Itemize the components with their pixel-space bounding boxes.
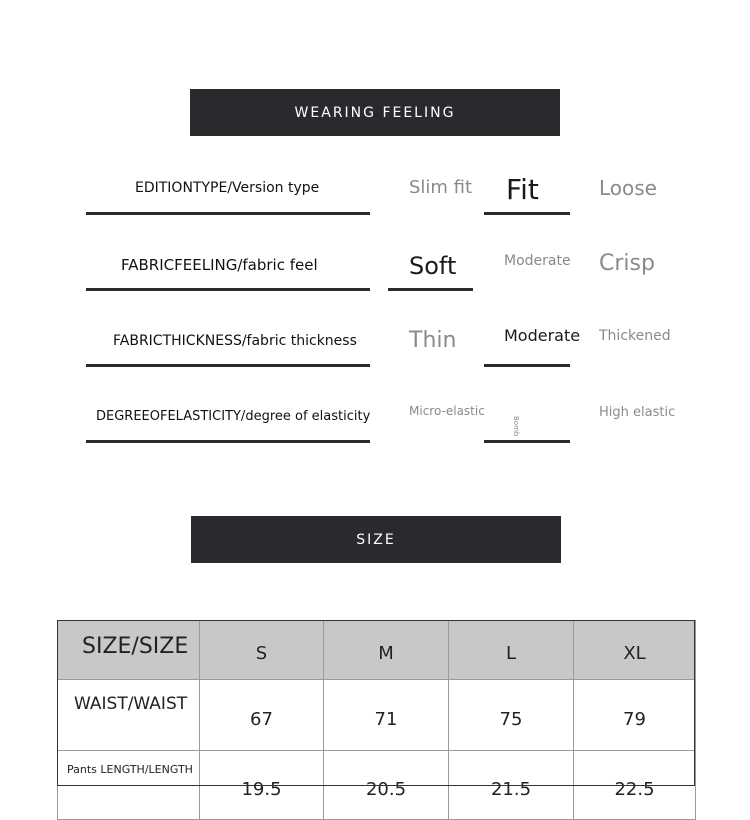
length-s: 19.5 — [200, 751, 324, 820]
size-title: SIZE — [356, 531, 396, 548]
soft-selection-underline — [388, 288, 473, 291]
elasticity-label-underline — [86, 440, 370, 443]
length-l: 21.5 — [449, 751, 574, 820]
table-row — [58, 680, 696, 751]
bomb-selection-underline — [484, 440, 570, 443]
option-thin: Thin — [409, 328, 457, 353]
option-crisp: Crisp — [599, 251, 655, 276]
wearing-feeling-banner — [190, 89, 560, 136]
fabric-feel-label: FABRICFEELING/fabric feel — [121, 256, 318, 274]
option-soft-selected: Soft — [409, 252, 457, 280]
size-banner — [191, 516, 561, 563]
size-header-s: S — [200, 621, 324, 680]
version-type-label-underline — [86, 212, 370, 215]
elasticity-label: DEGREEOFELASTICITY/degree of elasticity — [96, 409, 371, 424]
pants-length-label: Pants LENGTH/LENGTH — [58, 751, 200, 820]
option-loose: Loose — [599, 176, 657, 200]
waist-m: 71 — [324, 680, 449, 751]
option-micro-elastic: Micro-elastic — [409, 404, 485, 418]
option-slim-fit: Slim fit — [409, 177, 473, 198]
size-header-l: L — [449, 621, 574, 680]
option-moderate-selected: Moderate — [504, 326, 581, 345]
option-moderate: Moderate — [504, 253, 571, 269]
moderate-selection-underline — [484, 364, 570, 367]
option-thickened: Thickened — [599, 328, 671, 344]
option-high-elastic: High elastic — [599, 405, 676, 420]
wearing-feeling-title: WEARING FEELING — [294, 104, 456, 121]
length-xl: 22.5 — [574, 751, 696, 820]
fabric-feel-label-underline — [86, 288, 370, 291]
version-type-label: EDITIONTYPE/Version type — [135, 180, 320, 196]
size-header-xl: XL — [574, 621, 696, 680]
fit-selection-underline — [484, 212, 570, 215]
waist-s: 67 — [200, 680, 324, 751]
size-table-header-row — [58, 621, 696, 680]
size-table — [57, 620, 696, 820]
fabric-thickness-label: FABRICTHICKNESS/fabric thickness — [113, 333, 357, 349]
size-header-label: SIZE/SIZE — [58, 621, 200, 680]
waist-label: WAIST/WAIST — [58, 680, 200, 751]
waist-l: 75 — [449, 680, 574, 751]
size-header-m: M — [324, 621, 449, 680]
option-fit-selected: Fit — [506, 173, 539, 206]
waist-xl: 79 — [574, 680, 696, 751]
table-row — [58, 751, 696, 820]
length-m: 20.5 — [324, 751, 449, 820]
fabric-thickness-label-underline — [86, 364, 370, 367]
option-bomb-selected: Bomb — [512, 416, 520, 437]
